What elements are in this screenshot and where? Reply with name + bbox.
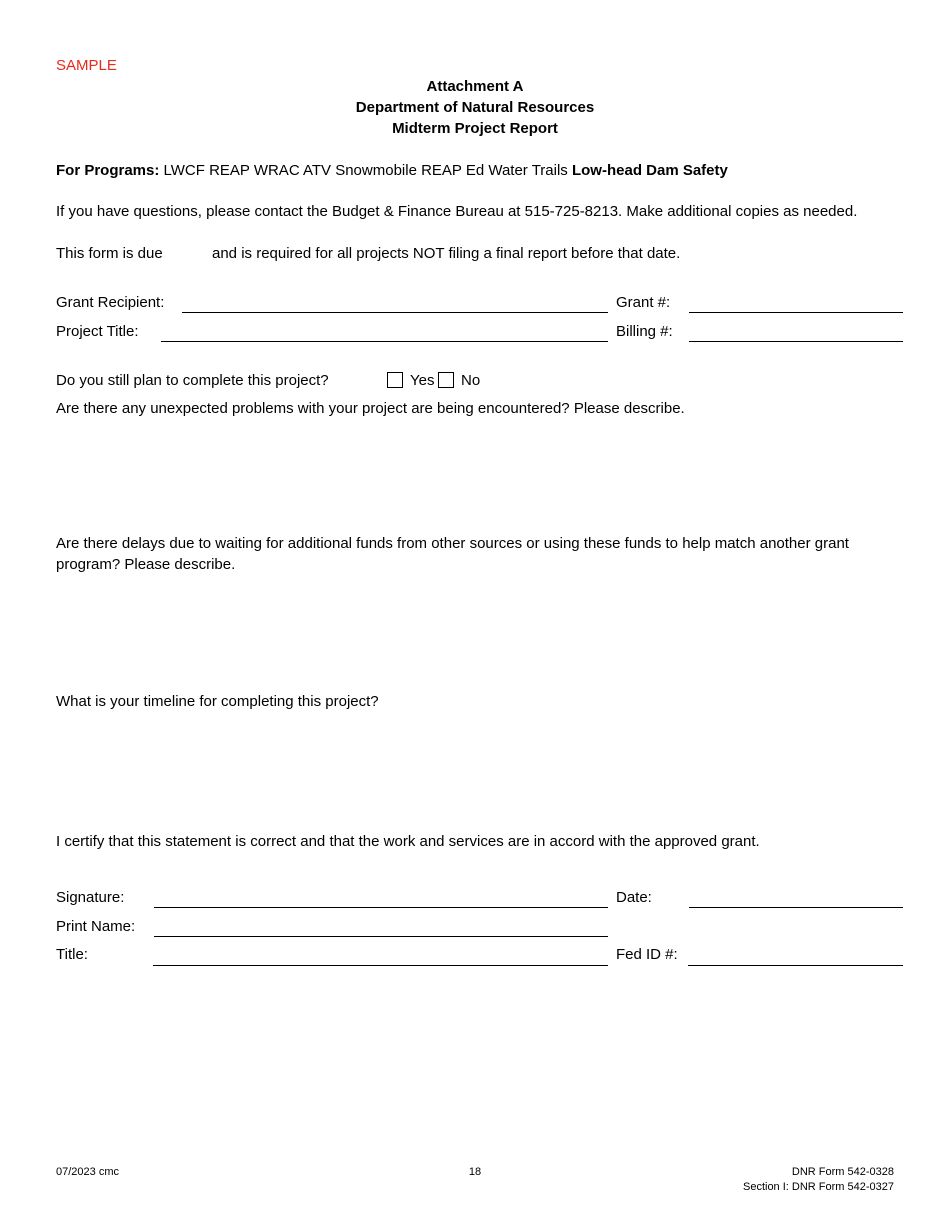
delays-question: Are there delays due to waiting for additional funds from other sources or using these funds to help match another grant program? Please describe.	[56, 535, 849, 573]
print-name-field[interactable]	[154, 936, 608, 937]
programs-label: For Programs:	[56, 162, 160, 179]
signature-field[interactable]	[154, 907, 608, 908]
grant-recipient-field[interactable]	[182, 312, 608, 313]
no-checkbox[interactable]	[438, 372, 454, 388]
department-title: Department of Natural Resources	[355, 99, 595, 116]
plan-complete-question: Do you still plan to complete this project?	[56, 372, 329, 389]
grant-number-label: Grant #:	[616, 294, 671, 311]
no-label: No	[461, 372, 481, 389]
grant-recipient-label: Grant Recipient:	[56, 294, 165, 311]
billing-number-label: Billing #:	[616, 323, 673, 340]
attachment-title: Attachment A	[426, 78, 524, 95]
problems-question: Are there any unexpected problems with your project are being encountered? Please describe.	[56, 400, 685, 417]
certification-statement: I certify that this statement is correct and that the work and services are in accord with the approved grant.	[56, 833, 760, 850]
yes-label: Yes	[410, 372, 435, 389]
title-field[interactable]	[153, 965, 608, 966]
date-field[interactable]	[689, 907, 903, 908]
footer-revision: 07/2023 cmc	[56, 1166, 119, 1178]
programs-list: LWCF REAP WRAC ATV Snowmobile REAP Ed Water Trails	[159, 162, 572, 179]
signature-label: Signature:	[56, 889, 125, 906]
report-title: Midterm Project Report	[392, 120, 558, 137]
footer-section-form: Section I: DNR Form 542-0327	[742, 1181, 894, 1193]
date-label: Date:	[616, 889, 652, 906]
project-title-field[interactable]	[161, 341, 608, 342]
contact-instructions: If you have questions, please contact the Budget & Finance Bureau at 515-725-8213. Make additional copies as needed.	[56, 203, 858, 220]
programs-line	[56, 162, 728, 179]
yes-checkbox[interactable]	[387, 372, 403, 388]
billing-number-field[interactable]	[689, 341, 903, 342]
title-label: Title:	[56, 946, 88, 963]
grant-number-field[interactable]	[689, 312, 903, 313]
page-number: 18	[468, 1166, 482, 1178]
due-date-prefix: This form is due	[56, 245, 163, 262]
fed-id-label: Fed ID #:	[616, 946, 678, 963]
sample-watermark-label: SAMPLE	[56, 57, 117, 74]
fed-id-field[interactable]	[688, 965, 903, 966]
due-date-suffix: and is required for all projects NOT filing a final report before that date.	[212, 245, 681, 262]
footer-form-number: DNR Form 542-0328	[791, 1166, 894, 1178]
print-name-label: Print Name:	[56, 918, 136, 935]
project-title-label: Project Title:	[56, 323, 139, 340]
timeline-question: What is your timeline for completing this project?	[56, 693, 379, 710]
programs-highlight: Low-head Dam Safety	[571, 162, 728, 179]
